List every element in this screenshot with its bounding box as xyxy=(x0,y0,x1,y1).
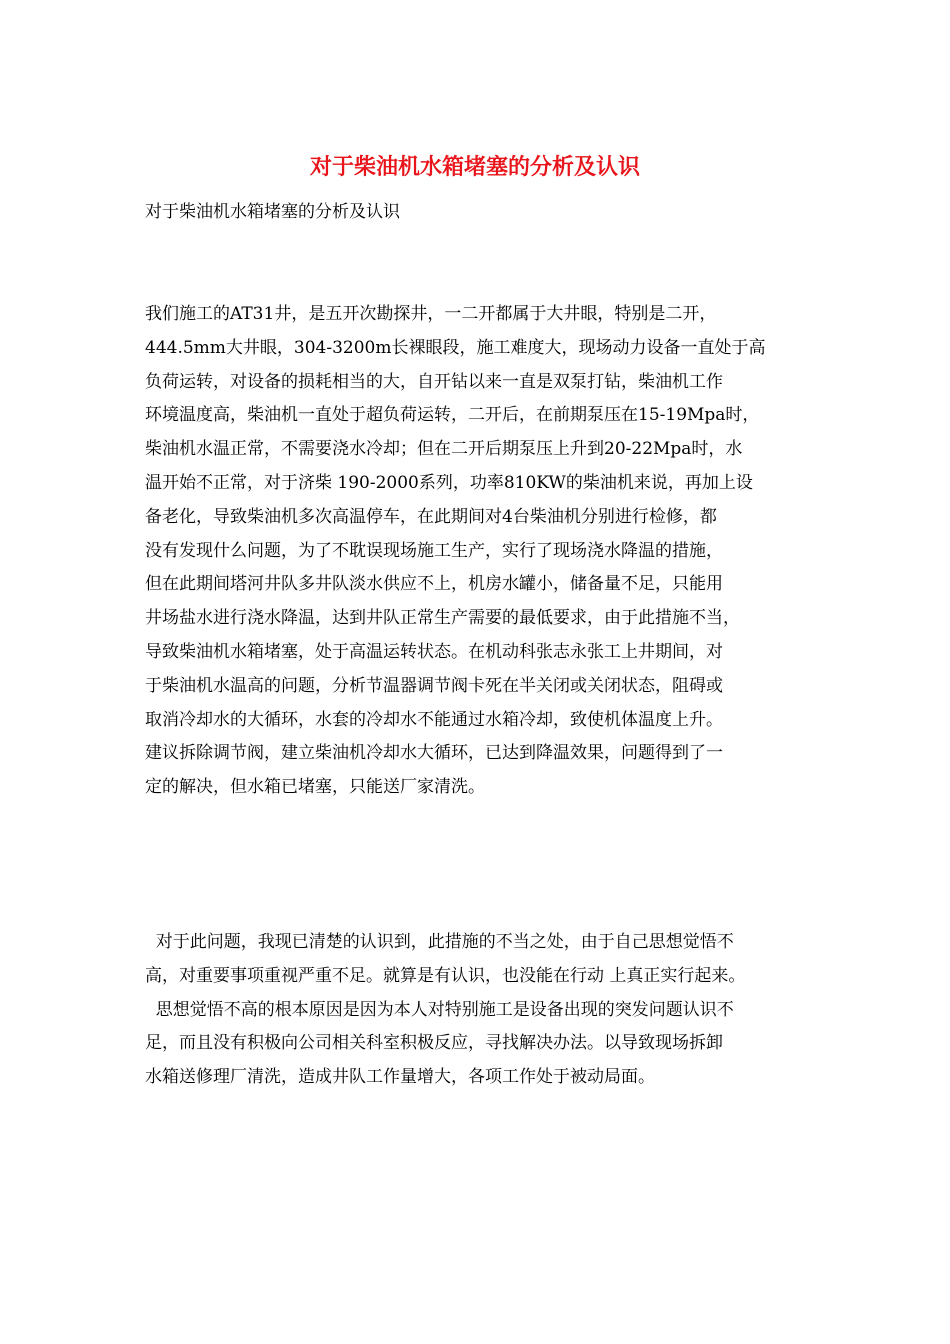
document-subtitle: 对于柴油机水箱堵塞的分析及认识 xyxy=(145,202,400,222)
paragraph-line: 温开始不正常，对于济柴 190-2000系列，功率810KW的柴油机来说，再加上设 xyxy=(145,472,753,493)
paragraph-line: 定的解决，但水箱已堵塞，只能送厂家清洗。 xyxy=(145,777,485,798)
document-title: 对于柴油机水箱堵塞的分析及认识 xyxy=(309,155,640,180)
paragraph-line: 导致柴油机水箱堵塞，处于高温运转状态。在机动科张志永张工上井期间，对 xyxy=(145,641,723,662)
paragraph-line: 取消冷却水的大循环，水套的冷却水不能通过水箱冷却，致使机体温度上升。 xyxy=(145,709,723,730)
paragraph-line: 井场盐水进行浇水降温，达到井队正常生产需要的最低要求，由于此措施不当， xyxy=(145,608,740,629)
paragraph-line: 对于此问题，我现已清楚的认识到，此措施的不当之处，由于自己思想觉悟不 xyxy=(145,932,734,952)
paragraph-line: 柴油机水温正常，不需要浇水冷却；但在二开后期泵压上升到20-22Mpa时，水 xyxy=(145,439,743,460)
paragraph-line: 备老化，导致柴油机多次高温停车，在此期间对4台柴油机分别进行检修，都 xyxy=(145,506,717,527)
paragraph-line: 负荷运转，对设备的损耗相当的大，自开钻以来一直是双泵打钻，柴油机工作 xyxy=(145,371,723,392)
paragraph-line: 环境温度高，柴油机一直处于超负荷运转，二开后，在前期泵压在15-19Mpa时， xyxy=(145,405,760,426)
body-paragraph-1 xyxy=(145,298,765,805)
paragraph-line: 我们施工的AT31井，是五开次勘探井，一二开都属于大井眼，特别是二开， xyxy=(145,304,717,324)
paragraph-line: 没有发现什么问题，为了不耽误现场施工生产，实行了现场浇水降温的措施， xyxy=(145,540,723,561)
paragraph-line: 但在此期间塔河井队多井队淡水供应不上，机房水罐小，储备量不足，只能用 xyxy=(145,574,723,595)
paragraph-line: 高，对重要事项重视严重不足。就算是有认识，也没能在行动 上真正实行起来。 xyxy=(145,965,746,986)
paragraph-line: 建议拆除调节阀，建立柴油机冷却水大循环，已达到降温效果，问题得到了一 xyxy=(145,743,723,764)
paragraph-line: 444.5mm大井眼，304-3200m长裸眼段，施工难度大，现场动力设备一直处于高 xyxy=(145,337,766,358)
body-paragraph-2 xyxy=(145,926,745,1095)
paragraph-line: 思想觉悟不高的根本原因是因为本人对特别施工是设备出现的突发问题认识不 xyxy=(145,999,734,1020)
paragraph-line: 水箱送修理厂清洗，造成井队工作量增大，各项工作处于被动局面。 xyxy=(145,1067,655,1088)
paragraph-line: 于柴油机水温高的问题，分析节温器调节阀卡死在半关闭或关闭状态，阻碍或 xyxy=(145,675,723,696)
paragraph-line: 足，而且没有积极向公司相关科室积极反应，寻找解决办法。以导致现场拆卸 xyxy=(145,1033,723,1054)
